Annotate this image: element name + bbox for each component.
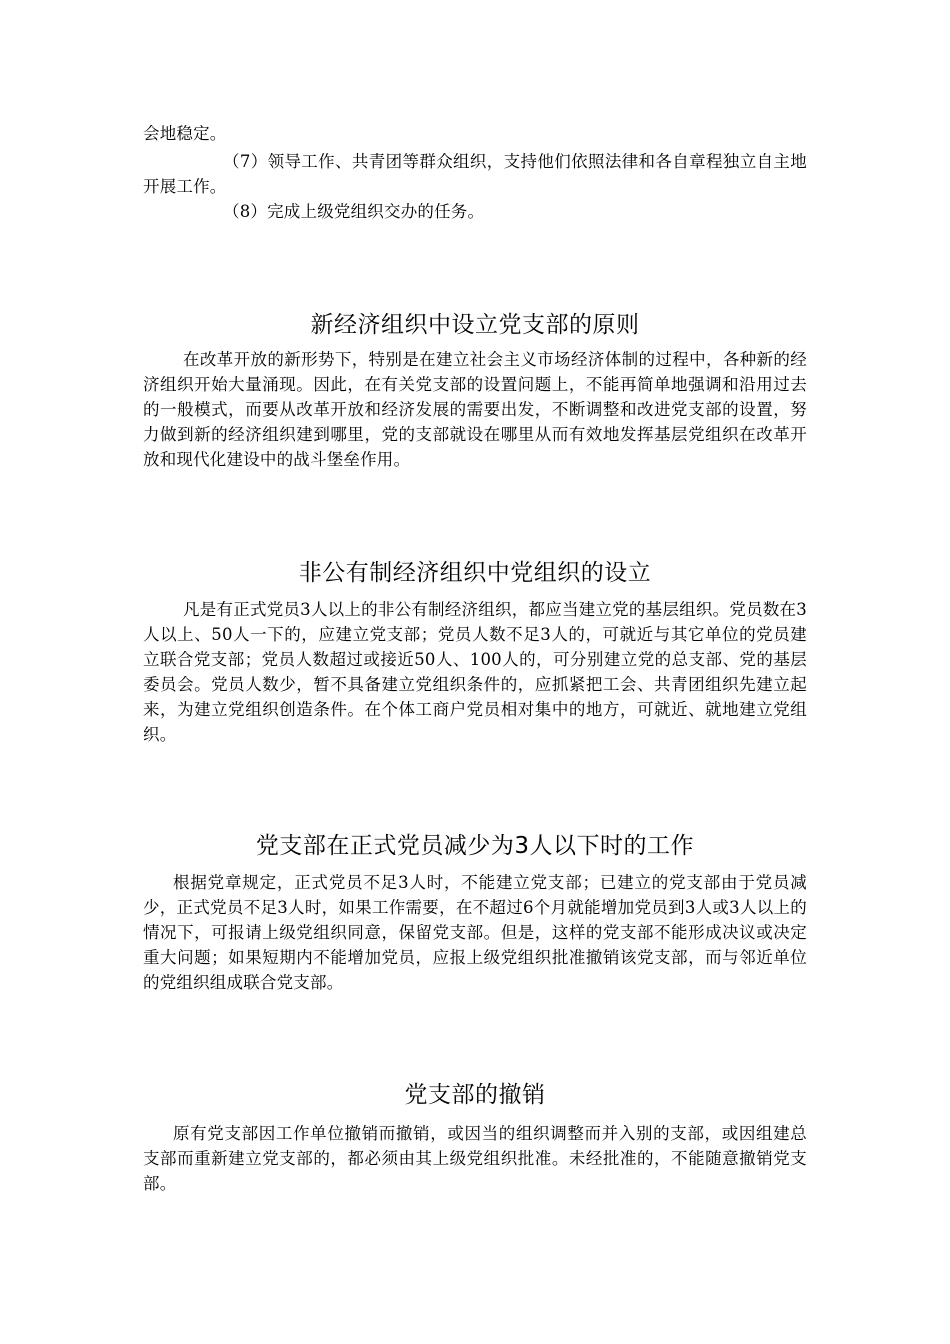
section-paragraph-fewer-than-three: 根据党章规定，正式党员不足3人时，不能建立党支部；已建立的党支部由于党员减少，正式党员不足3人时，如果工作需要，在不超过6个月就能增加党员到3人或3人以上的情况下，可报请上级党组织同意，保留党支部。但是，这样的党支部不能形成决议或决定重大问题；如果短期内不能增加党员，应报上级党组织批准撤销该党支部，而与邻近单位的党组织组成联合党支部。	[143, 873, 807, 992]
list-item-7: （7）领导工作、共青团等群众组织，支持他们依照法律和各自章程独立自主地开展工作。	[143, 152, 807, 196]
section-heading-dissolution: 党支部的撤销	[404, 1082, 546, 1108]
section-paragraph-non-public-org: 凡是有正式党员3人以上的非公有制经济组织，都应当建立党的基层组织。党员数在3人以上、50人一下的，应建立党支部；党员人数不足3人的，可就近与其它单位的党员建立联合党支部；党员人数超过或接近50人、100人的，可分别建立党的总支部、党的基层委员会。党员人数少，暂不具备建立党组织条件的，应抓紧把工会、共青团组织先建立起来，为建立党组织创造条件。在个体工商户党员相对集中的地方，可就近、就地建立党组织。	[143, 600, 807, 744]
section-heading-fewer-than-three: 党支部在正式党员减少为3人以下时的工作	[255, 833, 695, 859]
list-item-8: （8）完成上级党组织交办的任务。	[223, 202, 485, 221]
continuation-text: 会地稳定。	[143, 124, 227, 143]
section-heading-non-public-org: 非公有制经济组织中党组织的设立	[298, 560, 652, 586]
section-heading-new-economic-org: 新经济组织中设立党支部的原则	[310, 312, 640, 338]
section-paragraph-new-economic-org: 在改革开放的新形势下，特别是在建立社会主义市场经济体制的过程中，各种新的经济组织开始大量涌现。因此，在有关党支部的设置问题上，不能再简单地强调和沿用过去的一般模式，而要从改革开放和经济发展的需要出发，不断调整和改进党支部的设置，努力做到新的经济组织建到哪里，党的支部就设在哪里从而有效地发挥基层党组织在改革开放和现代化建设中的战斗堡垒作用。	[143, 350, 807, 469]
section-paragraph-dissolution: 原有党支部因工作单位撤销而撤销，或因当的组织调整而并入别的支部，或因组建总支部而重新建立党支部的，都必须由其上级党组织批准。未经批准的，不能随意撤销党支部。	[143, 1124, 807, 1193]
